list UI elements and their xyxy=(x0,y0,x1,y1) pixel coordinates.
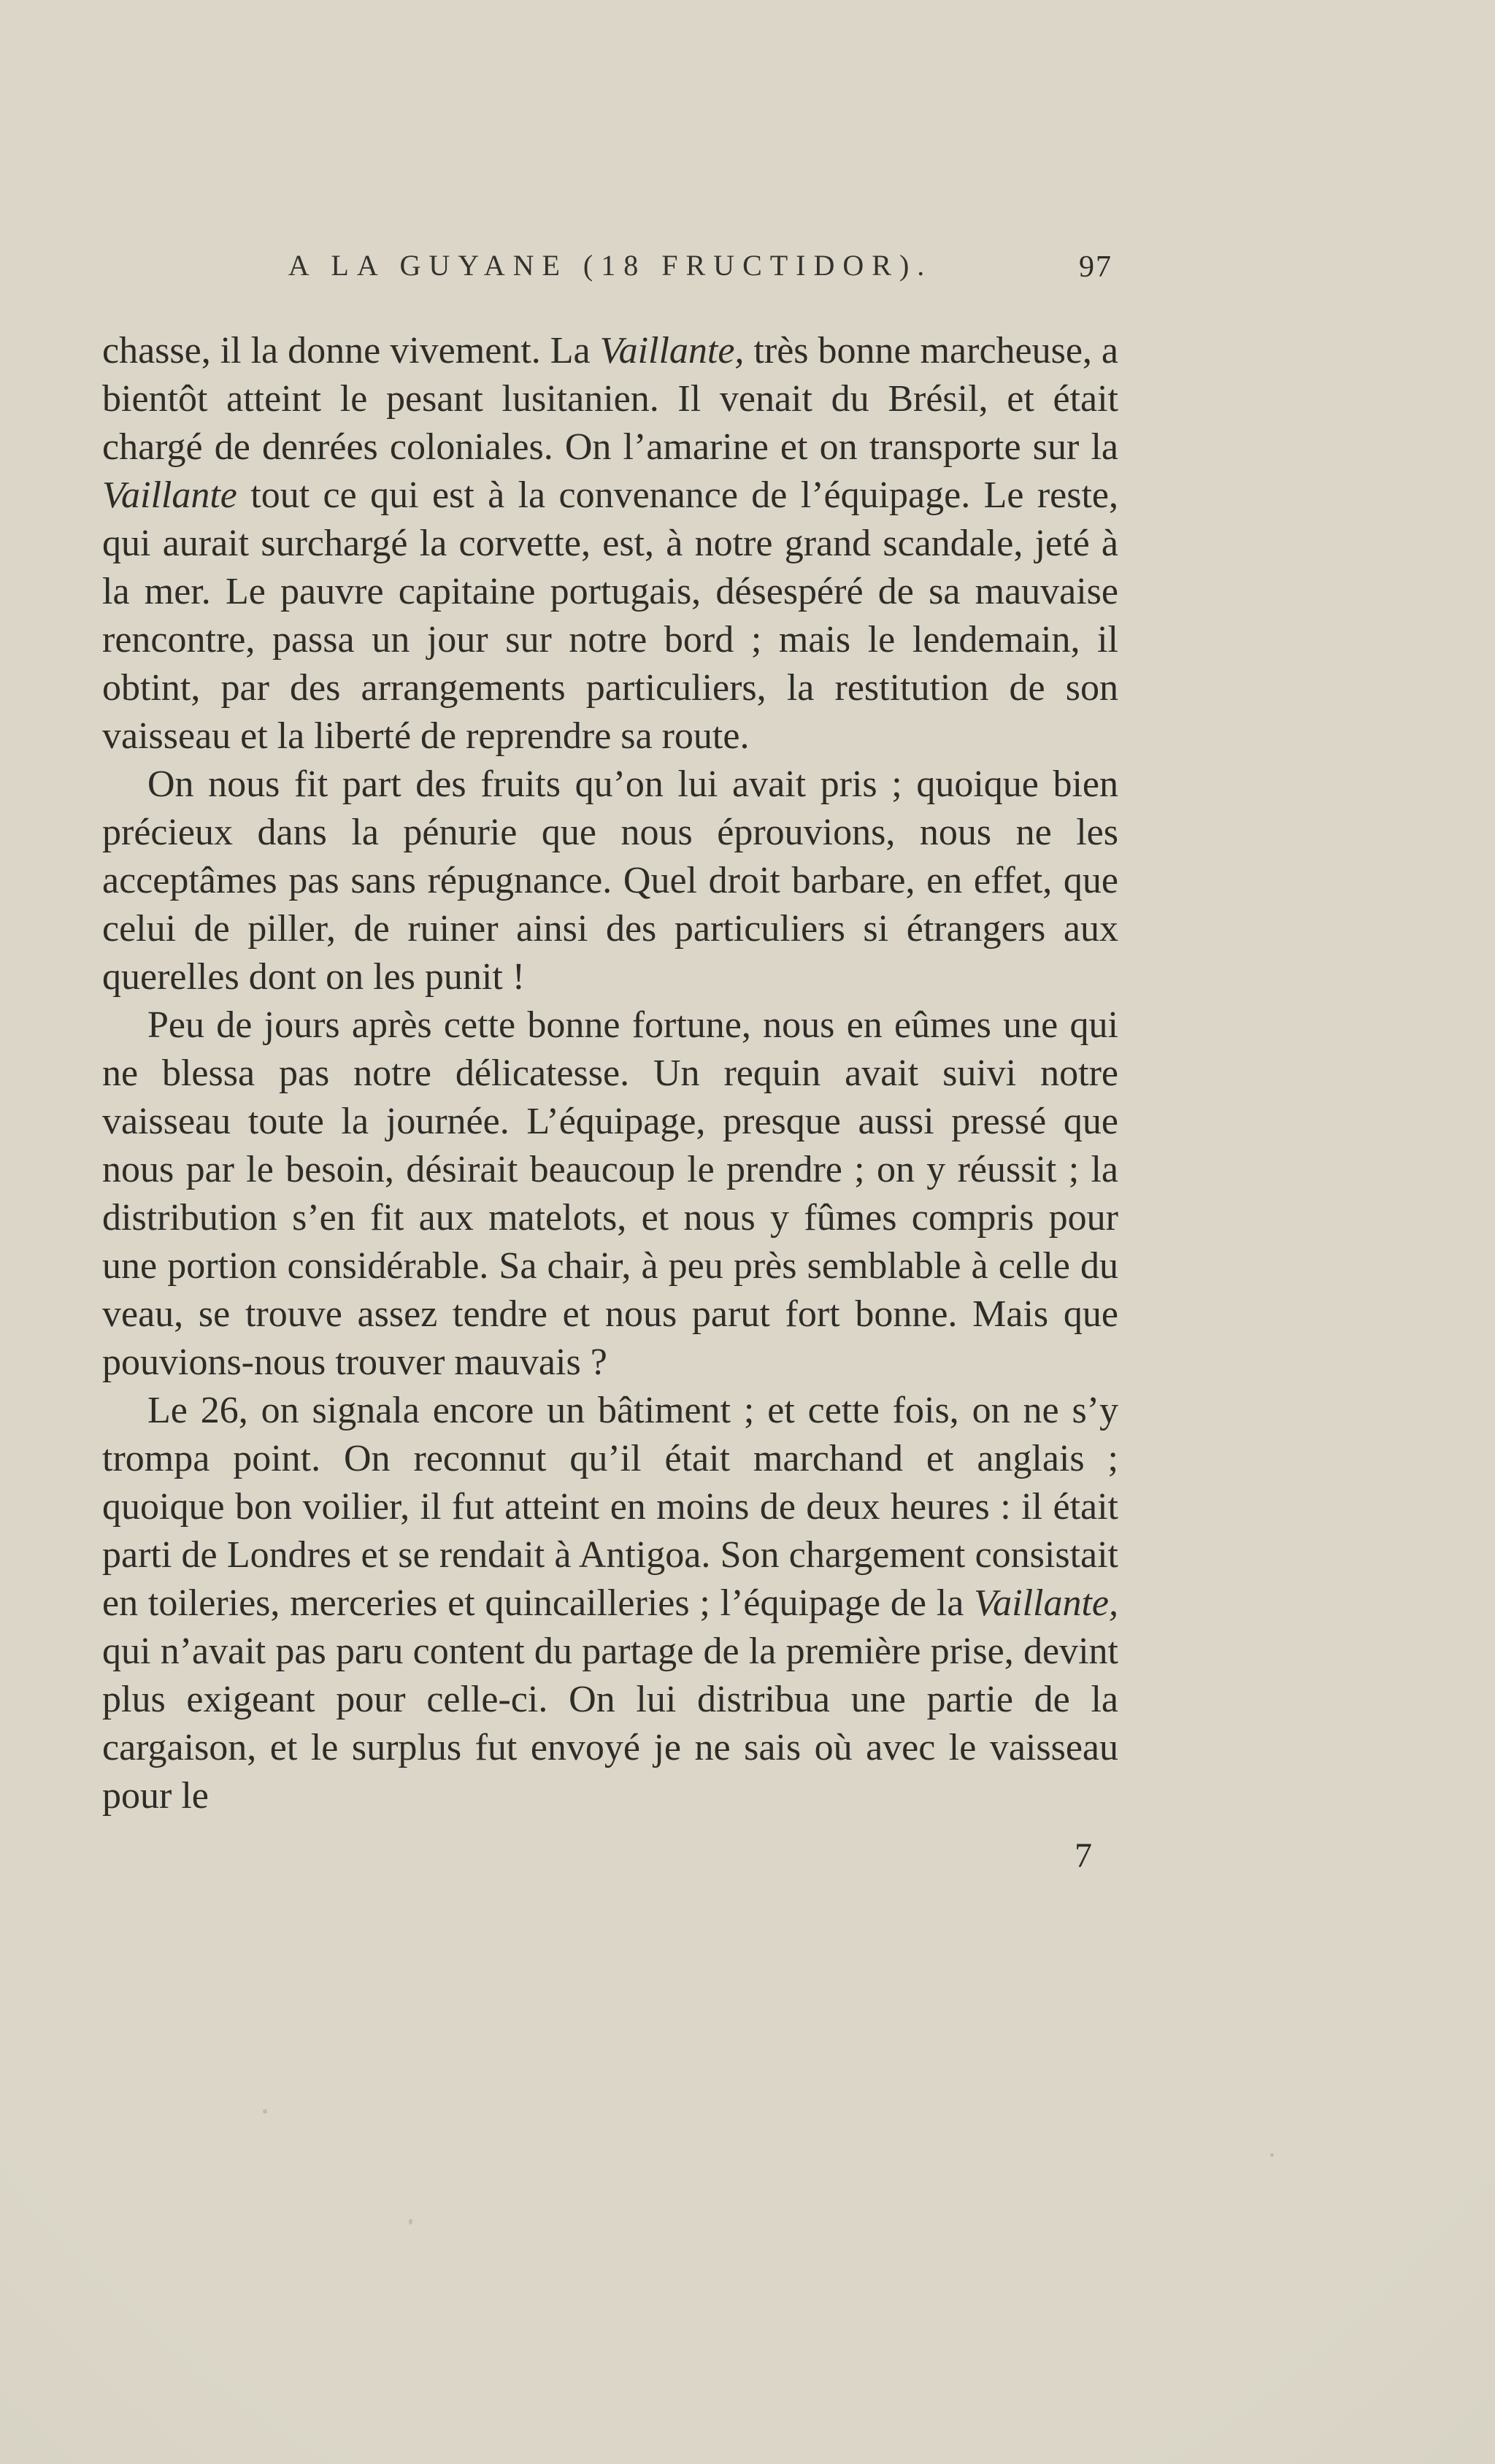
text-segment: qui n’avait pas paru content du partage de la première prise, devint plus exigeant pour celle-ci. On lui distribua une partie de la cargaison, et le surplus fut envoyé je ne sais où avec le vaisseau pour le xyxy=(102,1631,1118,1817)
running-title: A LA GUYANE (18 FRUCTIDOR). xyxy=(288,249,933,282)
text-segment: très bonne marcheuse, a bientôt atteint le pesant lusitanien. Il venait du Brésil, et était chargé de denrées coloniales. On l’amarine et on transporte sur la xyxy=(102,330,1118,468)
text-segment: Vaillante xyxy=(102,474,237,516)
page-header xyxy=(102,248,1118,295)
paragraph xyxy=(102,1001,1118,1387)
paragraph xyxy=(102,761,1118,1001)
paper-speck xyxy=(1270,2153,1274,2157)
text-segment: On nous fit part des fruits qu’on lui avait pris ; quoique bien précieux dans la pénurie que nous éprouvions, nous ne les acceptâmes pas sans répugnance. Quel droit barbare, en effet, que celui de piller, de ruiner ainsi des particuliers si étrangers aux querelles dont on les punit ! xyxy=(102,763,1118,998)
paragraph xyxy=(102,327,1118,761)
text-segment: Le 26, on signala encore un bâtiment ; et cette fois, on ne s’y trompa point. On reconnut qu’il était marchand et anglais ; quoique bon voilier, il fut atteint en moins de deux heures : il était parti de Londres et se rendait à Antigoa. Son chargement consistait en toileries, merceries et quincailleries ; l’équipage de la xyxy=(102,1390,1118,1624)
paragraph xyxy=(102,1387,1118,1820)
text-segment: chasse, il la donne vivement. La xyxy=(102,330,600,371)
text-block xyxy=(102,248,1118,1880)
text-segment: tout ce qui est à la convenance de l’équipage. Le reste, qui aurait surchargé la corvette, est, à notre grand scandale, jeté à la mer. Le pauvre capitaine portugais, désespéré de sa mauvaise rencontre, passa un jour sur notre bord ; mais le lendemain, il obtint, par des arrangements particuliers, la restitution de son vaisseau et la liberté de reprendre sa route. xyxy=(102,474,1118,757)
paper-speck xyxy=(409,2219,412,2225)
text-segment: Peu de jours après cette bonne fortune, nous en eûmes une qui ne blessa pas notre délicatesse. Un requin avait suivi notre vaisseau toute la journée. L’équipage, presque aussi pressé que nous par le besoin, désirait beaucoup le prendre ; on y réussit ; la distribution s’en fit aux matelots, et nous y fûmes compris pour une portion considérable. Sa chair, à peu près semblable à celle du veau, se trouve assez tendre et nous parut fort bonne. Mais que pouvions-nous trouver mauvais ? xyxy=(102,1004,1118,1383)
text-segment: Vaillante, xyxy=(599,330,745,371)
signature-number: 7 xyxy=(1075,1836,1092,1875)
paper-speck xyxy=(263,2109,267,2114)
body-paragraphs xyxy=(102,327,1118,1820)
text-segment: Vaillante, xyxy=(974,1582,1118,1624)
page-number: 97 xyxy=(1079,250,1112,284)
